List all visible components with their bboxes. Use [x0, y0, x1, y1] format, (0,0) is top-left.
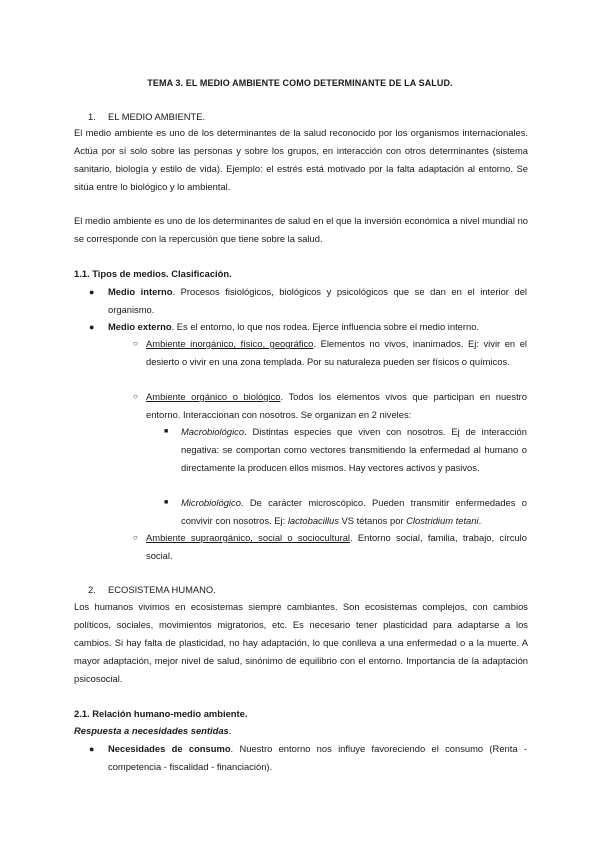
term-ambiente-organico: Ambiente orgánico o biológico: [146, 391, 281, 402]
desc-medio-interno: . Procesos fisiológicos, biológicos y psicológicos que se dan en el interior del organismo.: [108, 286, 527, 315]
subheading-period: .: [228, 725, 232, 736]
desc-medio-externo: . Es el entorno, lo que nos rodea. Ejerce influencia sobre el medio interno.: [171, 321, 480, 332]
list-item-macrobiologico: [181, 423, 527, 477]
desc-ambiente-inorganico: . Elementos no vivos, inanimados. Ej: vivir en el desierto o vivir en una zona templada. Por su naturaleza pueden ser físicos o químicos.: [146, 338, 527, 367]
bullet-circle-icon: ○: [133, 392, 138, 401]
term-medio-interno: Medio interno: [108, 286, 173, 297]
subsection-1-1-heading: 1.1. Tipos de medios. Clasificación.: [74, 268, 232, 279]
section-1-paragraph-1: El medio ambiente es uno de los determinantes de la salud reconocido por los organismos internacionales. Actúa por sí solo sobre las personas y sobre los grupos, en interacción con otros determinantes (sistema sanitario, biología y estilo de vida). Ejemplo: el estrés está motivado por la falta adaptación al entorno. Se sitúa entre lo biológico y lo ambiental.: [74, 127, 528, 192]
subheading-needs: Respuesta a necesidades sentidas: [74, 725, 229, 736]
desc-ambiente-organico: . Todos los elementos vivos que participan en nuestro entorno. Interaccionan con nosotros. Se organizan en 2 niveles:: [146, 391, 528, 420]
subsection-2-1-subheading: [74, 722, 528, 740]
bullet-square-icon: ■: [164, 499, 169, 506]
list-item-medio-interno: [108, 283, 527, 319]
bullet-dot-icon: ●: [89, 744, 95, 754]
desc-macrobiologico: . Distintas especies que viven con nosotros. Ej de interacción negativa: se comportan como vectores transmitiendo la enfermedad al humano o directamente la producen ellos mismos. Hay vectores activos y pasivos.: [181, 426, 527, 473]
term-medio-externo: Medio externo: [108, 321, 172, 332]
list-item-ambiente-inorganico: [146, 335, 527, 371]
subsection-2-1-heading: 2.1. Relación humano-medio ambiente.: [74, 708, 248, 719]
section-1-title: EL MEDIO AMBIENTE.: [108, 111, 206, 122]
document-title: TEMA 3. EL MEDIO AMBIENTE COMO DETERMINANTE DE LA SALUD.: [147, 78, 453, 88]
bullet-dot-icon: ●: [89, 287, 95, 297]
list-item-microbiologico: [181, 494, 527, 530]
section-2-title: ECOSISTEMA HUMANO.: [108, 584, 216, 595]
desc-microbiologico-vs: VS tétanos por: [338, 515, 407, 526]
section-2-number: 2.: [88, 584, 96, 595]
bullet-square-icon: ■: [164, 428, 169, 435]
desc-microbiologico: . De carácter microscópico. Pueden transmitir enfermedades o convivir con nosotros. Ej:: [181, 497, 527, 526]
term-ambiente-supraorganico: Ambiente supraorgánico, social o sociocultural: [146, 532, 351, 543]
list-item-ambiente-supraorganico: [146, 529, 527, 565]
bullet-circle-icon: ○: [133, 339, 138, 348]
term-ambiente-inorganico: Ambiente inorgánico, físico, geográfico: [146, 338, 314, 349]
desc-ambiente-supraorganico: . Entorno social, familia, trabajo, círculo social.: [146, 532, 527, 561]
desc-necesidades-consumo: . Nuestro entorno nos influye favoreciendo el consumo (Renta - competencia - fiscalidad - financiación).: [108, 743, 527, 772]
term-necesidades-consumo: Necesidades de consumo: [108, 743, 231, 754]
bullet-circle-icon: ○: [133, 533, 138, 542]
section-2-heading: [88, 581, 216, 599]
term-microbiologico: Microbiológico: [181, 497, 241, 508]
species-lactobacillus: lactobacillus: [287, 515, 339, 526]
section-1-paragraph-2: El medio ambiente es uno de los determinantes de salud en el que la inversión económica a nivel mundial no se corresponde con la repercusión que tiene sobre la salud.: [74, 215, 528, 244]
list-item-ambiente-organico: [146, 388, 527, 424]
term-macrobiologico: Macrobiológico: [181, 426, 245, 437]
section-2-paragraph: Los humanos vivimos en ecosistemas siempre cambiantes. Son ecosistemas complejos, con cambios políticos, sociales, movimientos migratorios, etc. Es necesario tener plasticidad para adaptarse a los cambios. Si hay falta de plasticidad, no hay adaptación, lo que conlleva a una enfermedad o a la muerte. A mayor adaptación, mejor nivel de salud, sinónimo de equilibrio con el entorno. Importancia de la adaptación psicosocial.: [74, 601, 528, 684]
bullet-dot-icon: ●: [89, 322, 95, 332]
list-item-medio-externo: [108, 318, 527, 336]
list-item-necesidades-consumo: [108, 740, 527, 776]
desc-microbiologico-end: .: [478, 515, 482, 526]
species-clostridium: Clostridium tetani: [406, 515, 479, 526]
section-1-number: 1.: [88, 111, 96, 122]
